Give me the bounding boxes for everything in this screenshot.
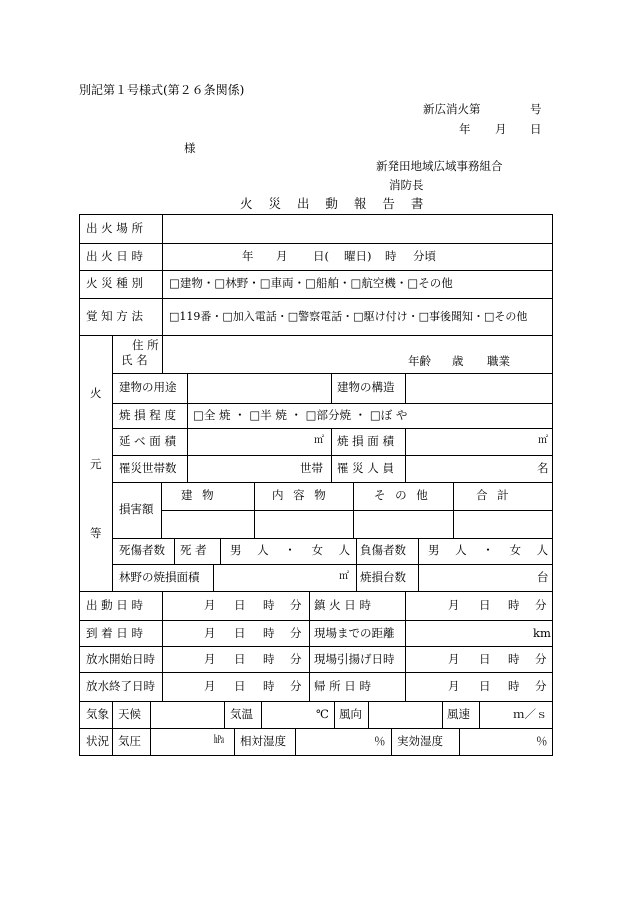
arrival-month: 月 bbox=[204, 626, 216, 640]
return-time-label: 帰 所 日 時 bbox=[314, 679, 371, 693]
fire-chief-title: 消防長 bbox=[389, 178, 424, 192]
return-minute: 分 bbox=[535, 679, 547, 693]
water-end-hour: 時 bbox=[263, 679, 275, 693]
water-start-month: 月 bbox=[204, 652, 216, 666]
water-start-minute: 分 bbox=[290, 652, 302, 666]
burn-degree-label: 焼 損 程 度 bbox=[119, 408, 176, 422]
document-number-prefix: 新広消火第 bbox=[423, 102, 481, 116]
suppression-time-label: 鎮 火 日 時 bbox=[314, 598, 371, 612]
forest-burned-area-label: 林野の焼損面積 bbox=[119, 570, 200, 584]
document-title: 火 災 出 動 報 告 書 bbox=[240, 196, 430, 211]
fire-type-label: 火 災 種 別 bbox=[86, 276, 143, 290]
damage-col-building: 建 物 bbox=[181, 488, 217, 502]
withdraw-month: 月 bbox=[448, 652, 460, 666]
withdraw-day: 日 bbox=[479, 652, 491, 666]
return-day: 日 bbox=[479, 679, 491, 693]
water-start-hour: 時 bbox=[263, 652, 275, 666]
occupation-label: 職業 bbox=[487, 354, 510, 368]
temperature-label: 気温 bbox=[230, 707, 253, 721]
weather-section-label-2: 状況 bbox=[86, 734, 109, 748]
effective-humidity-label: 実効湿度 bbox=[397, 734, 443, 748]
suppression-day: 日 bbox=[479, 598, 491, 612]
arrival-minute: 分 bbox=[290, 626, 302, 640]
origin-side-label-fire: 火 bbox=[90, 386, 102, 400]
origin-side-label-etc: 等 bbox=[90, 526, 102, 540]
burn-area-label: 焼 損 面 積 bbox=[337, 434, 394, 448]
date-month: 月 bbox=[495, 122, 507, 136]
relative-humidity-label: 相対湿度 bbox=[240, 734, 286, 748]
organization-name: 新発田地域広域事務組合 bbox=[376, 159, 503, 173]
effective-humidity-unit: ％ bbox=[536, 734, 548, 748]
name-label: 氏 名 bbox=[121, 353, 148, 367]
damage-col-contents: 内 容 物 bbox=[272, 488, 329, 502]
damage-amount-label: 損害額 bbox=[119, 502, 154, 516]
fire-type-options: □建物・□林野・□車両・□船舶・□航空機・□その他 bbox=[169, 276, 453, 290]
origin-side-label-origin: 元 bbox=[90, 457, 102, 471]
deaths-label: 死 者 bbox=[180, 543, 207, 557]
dispatch-day: 日 bbox=[234, 598, 246, 612]
water-end-day: 日 bbox=[234, 679, 246, 693]
dispatch-month: 月 bbox=[204, 598, 216, 612]
building-structure-label: 建物の構造 bbox=[337, 380, 395, 394]
address-label: 住 所 bbox=[132, 338, 159, 352]
return-hour: 時 bbox=[508, 679, 520, 693]
affected-persons-unit: 名 bbox=[537, 461, 549, 475]
fire-location-label: 出 火 場 所 bbox=[86, 221, 143, 235]
floor-area-unit: ㎡ bbox=[314, 435, 324, 446]
wind-speed-unit: ｍ／ｓ bbox=[513, 707, 548, 721]
water-end-month: 月 bbox=[204, 679, 216, 693]
water-start-time-label: 放水開始日時 bbox=[86, 652, 155, 666]
date-year: 年 bbox=[459, 122, 471, 136]
fire-datetime-weekday: 曜日) bbox=[344, 249, 372, 263]
pressure-label: 気圧 bbox=[118, 734, 141, 748]
distance-label: 現場までの距離 bbox=[314, 626, 395, 640]
injured-male-female: 男 人 ・ 女 人 bbox=[428, 543, 555, 557]
weather-section-label-1: 気象 bbox=[86, 707, 109, 721]
relative-humidity-unit: ％ bbox=[374, 734, 386, 748]
suppression-month: 月 bbox=[448, 598, 460, 612]
withdraw-hour: 時 bbox=[508, 652, 520, 666]
age-suffix: 歳 bbox=[452, 354, 464, 368]
dispatch-minute: 分 bbox=[290, 598, 302, 612]
burn-area-unit: ㎡ bbox=[538, 435, 548, 446]
fire-datetime-month: 月 bbox=[276, 249, 288, 263]
fire-datetime-hour: 時 bbox=[385, 249, 397, 263]
arrival-hour: 時 bbox=[263, 626, 275, 640]
injured-label: 負傷者数 bbox=[360, 543, 406, 557]
suppression-minute: 分 bbox=[535, 598, 547, 612]
burned-vehicles-unit: 台 bbox=[537, 570, 549, 584]
suppression-hour: 時 bbox=[508, 598, 520, 612]
detection-method-label: 覚 知 方 法 bbox=[86, 309, 143, 323]
detection-method-options: □119番・□加入電話・□警察電話・□駆け付け・□事後聞知・□その他 bbox=[169, 310, 528, 323]
temperature-unit: ℃ bbox=[316, 707, 329, 721]
casualties-label: 死傷者数 bbox=[119, 543, 165, 557]
date-day: 日 bbox=[530, 122, 542, 136]
withdraw-time-label: 現場引揚げ日時 bbox=[314, 652, 395, 666]
damage-col-total: 合 計 bbox=[476, 488, 512, 502]
dispatch-time-label: 出 動 日 時 bbox=[86, 598, 143, 612]
floor-area-label: 延 べ 面 積 bbox=[119, 434, 176, 448]
addressee-suffix: 様 bbox=[184, 141, 196, 155]
affected-persons-label: 罹 災 人 員 bbox=[337, 461, 394, 475]
withdraw-minute: 分 bbox=[535, 652, 547, 666]
burned-vehicles-label: 焼損台数 bbox=[360, 570, 406, 584]
burn-degree-options: □全 焼 ・ □半 焼 ・ □部分焼 ・ □ぼ や bbox=[193, 408, 408, 422]
form-reference: 別記第１号様式(第２６条関係) bbox=[79, 83, 245, 97]
age-label: 年齢 bbox=[408, 354, 431, 368]
fire-datetime-label: 出 火 日 時 bbox=[86, 249, 143, 263]
pressure-unit: ㍱ bbox=[214, 735, 224, 746]
affected-households-unit: 世帯 bbox=[300, 461, 323, 475]
forest-area-unit: ㎡ bbox=[339, 571, 349, 582]
wind-direction-label: 風向 bbox=[339, 707, 362, 721]
damage-col-other: そ の 他 bbox=[374, 488, 431, 502]
arrival-day: 日 bbox=[234, 626, 246, 640]
water-end-time-label: 放水終了日時 bbox=[86, 679, 155, 693]
fire-datetime-year: 年 bbox=[242, 249, 254, 263]
affected-households-label: 罹災世帯数 bbox=[119, 461, 177, 475]
wind-speed-label: 風速 bbox=[447, 707, 470, 721]
fire-datetime-day: 日( bbox=[313, 249, 329, 263]
return-month: 月 bbox=[448, 679, 460, 693]
building-use-label: 建物の用途 bbox=[119, 380, 177, 394]
distance-unit: km bbox=[533, 626, 551, 640]
document-number-suffix: 号 bbox=[530, 102, 542, 116]
weather-label: 天候 bbox=[118, 707, 141, 721]
deaths-male-female: 男 人 ・ 女 人 bbox=[230, 543, 357, 557]
water-start-day: 日 bbox=[234, 652, 246, 666]
dispatch-hour: 時 bbox=[263, 598, 275, 612]
fire-datetime-minute: 分頃 bbox=[413, 249, 436, 263]
water-end-minute: 分 bbox=[290, 679, 302, 693]
arrival-time-label: 到 着 日 時 bbox=[86, 626, 143, 640]
